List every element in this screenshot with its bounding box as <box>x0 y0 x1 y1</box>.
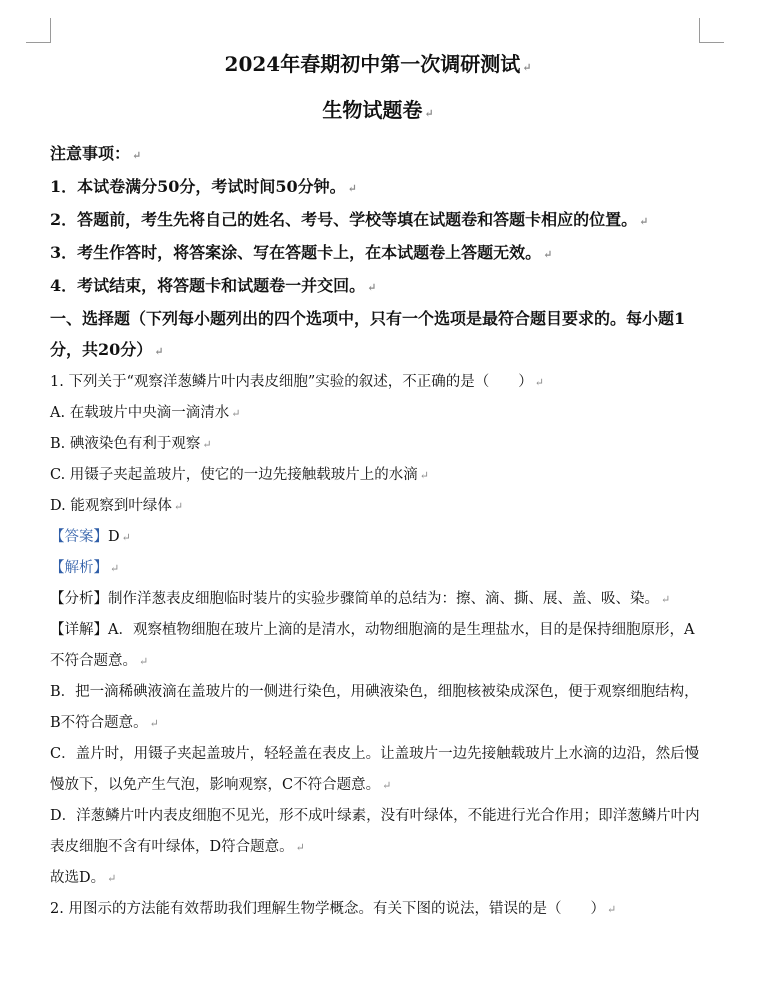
paragraph-mark-icon: ↵ <box>367 281 377 294</box>
paragraph-mark-icon: ↵ <box>149 717 159 730</box>
paragraph-mark-icon: ↵ <box>107 872 117 885</box>
notice-heading: 注意事项： ↵ <box>50 144 142 163</box>
notice-item: 2．答题前，考生先将自己的姓名、考号、学校等填在试题卷和答题卡相应的位置。 ↵ <box>50 210 649 229</box>
paragraph-mark-icon: ↵ <box>139 655 149 668</box>
paragraph-mark-icon: ↵ <box>121 531 131 544</box>
paragraph-mark-icon: ↵ <box>661 593 671 606</box>
paragraph-mark-icon: ↵ <box>132 149 142 162</box>
detail-paragraph: B．把一滴稀碘液滴在盖玻片的一侧进行染色，用碘液染色，细胞核被染成深色，便于观察细胞结构，B不符合题意。 ↵ <box>50 684 699 731</box>
analysis-intro: 【分析】制作洋葱表皮细胞临时装片的实验步骤简单的总结为：擦、滴、撕、展、盖、吸、染。 ↵ <box>50 591 671 607</box>
paragraph-mark-icon: ↵ <box>382 779 392 792</box>
exam-subtitle: 生物试题卷 ↵ <box>322 98 434 122</box>
analysis-intro-label: 【分析】 <box>50 591 108 607</box>
question-stem: 2. 用图示的方法能有效帮助我们理解生物学概念。有关下图的说法，错误的是（ ） ↵ <box>50 901 617 917</box>
answer-line <box>50 522 706 553</box>
page-corner-mark-top-right <box>699 18 724 43</box>
paragraph-mark-icon: ↵ <box>606 903 617 916</box>
paragraph-mark-icon: ↵ <box>419 469 430 482</box>
notice-item: 3．考生作答时，将答案涂、写在答题卡上，在本试题卷上答题无效。 ↵ <box>50 243 553 262</box>
analysis-label: 【解析】 <box>50 560 108 576</box>
paragraph-mark-icon: ↵ <box>534 376 544 389</box>
paragraph-mark-icon: ↵ <box>154 345 164 358</box>
paragraph-mark-icon: ↵ <box>639 215 649 228</box>
detail-paragraph: C．盖片时，用镊子夹起盖玻片，轻轻盖在表皮上。让盖玻片一边先接触载玻片上水滴的边沿，然后慢慢放下，以免产生气泡，影响观察，C不符合题意。 ↵ <box>50 746 700 793</box>
answer-label: 【答案】 <box>50 529 108 545</box>
question-stem: 1. 下列关于“观察洋葱鳞片叶内表皮细胞”实验的叙述，不正确的是（ ） ↵ <box>50 374 544 390</box>
paragraph-mark-icon: ↵ <box>202 438 212 451</box>
detail-paragraph: 【详解】A．观察植物细胞在玻片上滴的是清水，动物细胞滴的是生理盐水，目的是保持细胞原形，A不符合题意。 ↵ <box>50 622 695 669</box>
notice-item: 4．考试结束，将答题卡和试题卷一并交回。 ↵ <box>50 276 377 295</box>
section-heading: 一、选择题（下列每小题列出的四个选项中，只有一个选项是最符合题目要求的。每小题1分，共20分） ↵ <box>50 309 686 359</box>
paragraph-mark-icon: ↵ <box>173 500 184 513</box>
document-page <box>50 50 706 925</box>
paragraph-mark-icon: ↵ <box>110 562 120 575</box>
analysis-line <box>50 553 706 584</box>
paragraph-mark-icon: ↵ <box>347 182 357 195</box>
notice-item: 1．本试卷满分50分，考试时间50分钟。 ↵ <box>50 177 357 196</box>
question-option: D. 能观察到叶绿体 ↵ <box>50 498 184 514</box>
detail-paragraph: D．洋葱鳞片叶内表皮细胞不见光，形不成叶绿素，没有叶绿体，不能进行光合作用；即洋葱鳞片叶内表皮细胞不含有叶绿体，D符合题意。 ↵ <box>50 808 700 855</box>
page-corner-mark-top-left <box>26 18 51 43</box>
exam-title: 2024年春期初中第一次调研测试 ↵ <box>224 52 532 76</box>
detail-label: 【详解】 <box>50 622 108 638</box>
paragraph-mark-icon: ↵ <box>231 407 241 420</box>
paragraph-mark-icon: ↵ <box>522 61 532 74</box>
question-option: C. 用镊子夹起盖玻片，使它的一边先接触载玻片上的水滴 ↵ <box>50 467 430 483</box>
conclusion-line: 故选D。 ↵ <box>50 870 117 886</box>
question-option: B. 碘液染色有利于观察 ↵ <box>50 436 212 452</box>
paragraph-mark-icon: ↵ <box>424 107 434 120</box>
paragraph-mark-icon: ↵ <box>295 841 305 854</box>
question-option: A. 在载玻片中央滴一滴清水 ↵ <box>50 405 241 421</box>
paragraph-mark-icon: ↵ <box>543 248 553 261</box>
answer-value: D <box>108 529 120 545</box>
